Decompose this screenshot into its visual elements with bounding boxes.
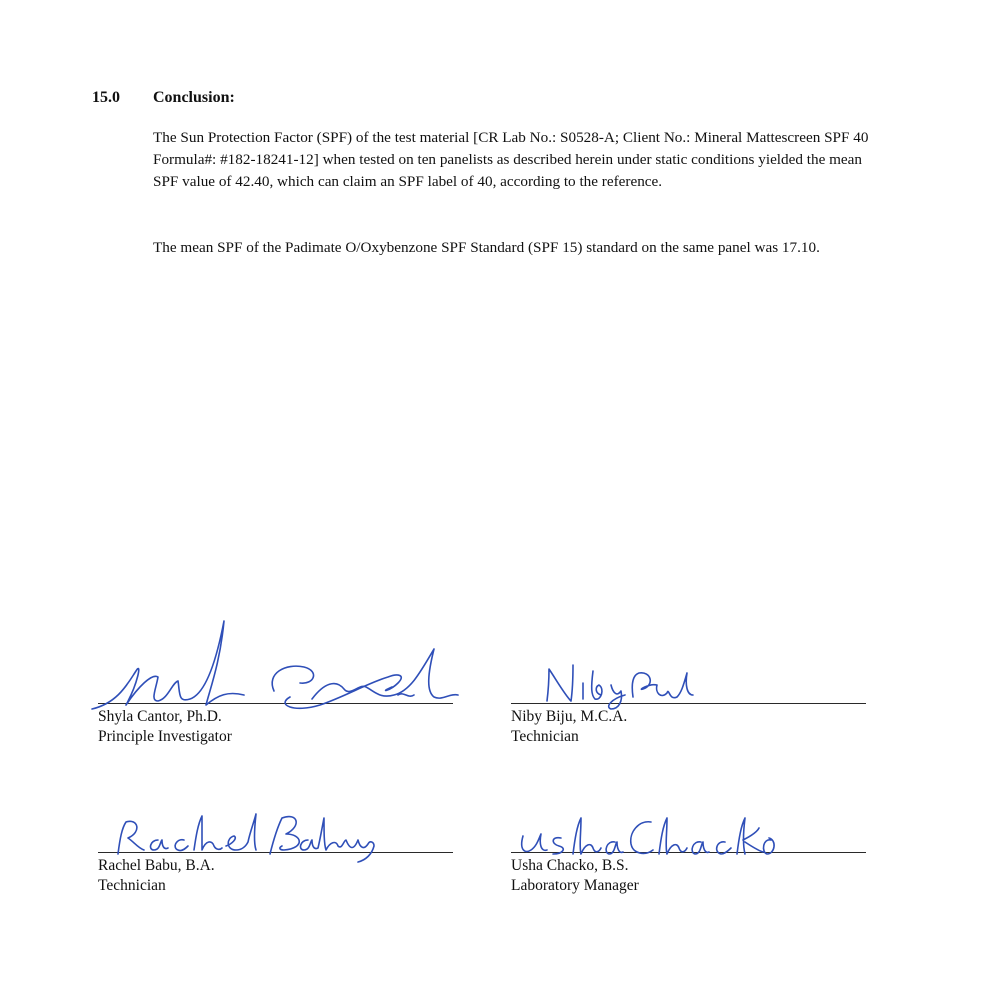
signature-block-principal-investigator — [98, 643, 453, 747]
signatory-name: Niby Biju, M.C.A. — [511, 708, 628, 725]
handwritten-signature-niby — [511, 643, 771, 713]
section-title: Conclusion: — [153, 89, 235, 106]
signatory-title: Laboratory Manager — [511, 877, 639, 894]
signatory-name: Shyla Cantor, Ph.D. — [98, 708, 222, 725]
signature-block-laboratory-manager — [511, 792, 866, 896]
signatory-title: Technician — [511, 728, 579, 745]
handwritten-signature-rachel-babu — [98, 792, 398, 872]
signatory-name: Rachel Babu, B.A. — [98, 857, 215, 874]
signatory-name: Usha Chacko, B.S. — [511, 857, 629, 874]
section-number: 15.0 — [92, 89, 120, 106]
signatory-title: Technician — [98, 877, 166, 894]
signature-block-technician-rachel — [98, 792, 453, 896]
handwritten-signature-shyla-cantor — [98, 643, 458, 723]
signatory-title: Principle Investigator — [98, 728, 232, 745]
conclusion-paragraph-standard: The mean SPF of the Padimate O/Oxybenzone SPF Standard (SPF 15) standard on the same panel was 17.10. — [153, 239, 820, 256]
signature-block-technician-niby — [511, 643, 866, 747]
handwritten-signature-usha-chacko — [511, 792, 771, 872]
conclusion-paragraph-spf-result: The Sun Protection Factor (SPF) of the test material [CR Lab No.: S0528-A; Client No.: Mineral Mattescreen SPF 40 Formula#: #182-18241-12] when tested on ten panelists as described herein under static conditions yielded the mean SPF value of 42.40, which can claim an SPF label of 40, according to the reference. — [153, 129, 869, 190]
